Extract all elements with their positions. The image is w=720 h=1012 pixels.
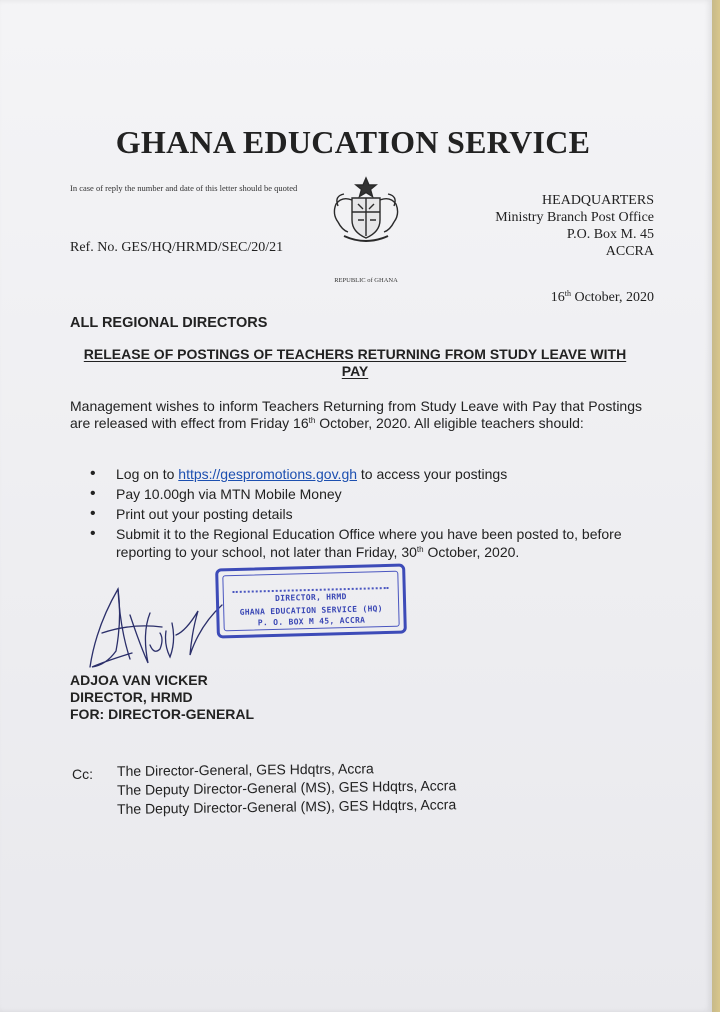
date-rest: October, 2020 — [570, 290, 654, 305]
intro-suffix: th — [308, 416, 316, 425]
stamp-line: P. O. BOX M 45, ACCRA — [257, 615, 366, 628]
stamp-line: DIRECTOR, HRMD — [274, 592, 347, 603]
recipient-line: ALL REGIONAL DIRECTORS — [70, 315, 268, 331]
list-item — [90, 485, 650, 503]
list-item-text: Pay 10.00gh via MTN Mobile Money — [116, 486, 342, 502]
intro-paragraph — [70, 398, 642, 432]
cc-recipient: The Deputy Director-General (MS), GES Hdqtrs, Accra — [116, 796, 457, 817]
coat-of-arms-icon — [328, 176, 404, 248]
background-edge — [712, 0, 720, 1012]
list-item-text: Log on to — [116, 466, 179, 482]
list-item — [90, 505, 650, 523]
address-line: HEADQUARTERS — [542, 193, 654, 208]
cc-label: Cc: — [72, 766, 93, 782]
instruction-list — [90, 465, 650, 563]
headquarters-address — [495, 192, 654, 260]
cc-recipients — [117, 762, 456, 819]
address-line: Ministry Branch Post Office — [495, 210, 654, 225]
subject-heading: RELEASE OF POSTINGS OF TEACHERS RETURNING FROM STUDY LEAVE WITH PAY — [83, 346, 627, 379]
reply-note: In case of reply the number and date of this letter should be quoted — [70, 183, 298, 193]
list-item — [90, 465, 650, 483]
intro-text-end: October, 2020. All eligible teachers should: — [315, 415, 584, 431]
cc-recipient: The Director-General, GES Hdqtrs, Accra — [116, 760, 374, 779]
organization-title: GHANA EDUCATION SERVICE — [115, 124, 591, 160]
date-suffix: th — [564, 289, 571, 298]
handwritten-signature — [80, 575, 230, 675]
signatory-for: FOR: DIRECTOR-GENERAL — [70, 706, 255, 722]
date-day: 16 — [550, 290, 565, 305]
signatory-title: DIRECTOR, HRMD — [70, 689, 193, 705]
signatory-block — [70, 672, 254, 723]
gespromotions-link[interactable]: https://gespromotions.gov.gh — [178, 466, 358, 482]
reference-number: Ref. No. GES/HQ/HRMD/SEC/20/21 — [70, 240, 284, 255]
intro-text: Management wishes to inform Teachers Returning from Study Leave with Pay that Postings are released with effect from Friday 16 — [70, 398, 642, 431]
list-item-suffix: th — [416, 545, 424, 554]
coat-of-arms-caption: REPUBLIC of GHANA — [334, 277, 398, 284]
cc-recipient: The Deputy Director-General (MS), GES Hdqtrs, Accra — [116, 777, 457, 798]
address-line: P.O. Box M. 45 — [566, 227, 654, 242]
signatory-name: ADJOA VAN VICKER — [70, 672, 208, 688]
official-stamp — [215, 564, 407, 639]
letter-date — [551, 290, 654, 306]
list-item-text: Print out your posting details — [116, 506, 293, 522]
address-line: ACCRA — [605, 244, 654, 259]
stamp-line: GHANA EDUCATION SERVICE (HQ) — [239, 604, 383, 617]
list-item-text: October, 2020. — [423, 544, 520, 560]
list-item — [90, 525, 650, 561]
list-item-text: Submit it to the Regional Education Office where you have been posted to, before reporting to your school, not later than Friday, 30 — [116, 526, 622, 560]
list-item-text: to access your postings — [357, 466, 508, 482]
